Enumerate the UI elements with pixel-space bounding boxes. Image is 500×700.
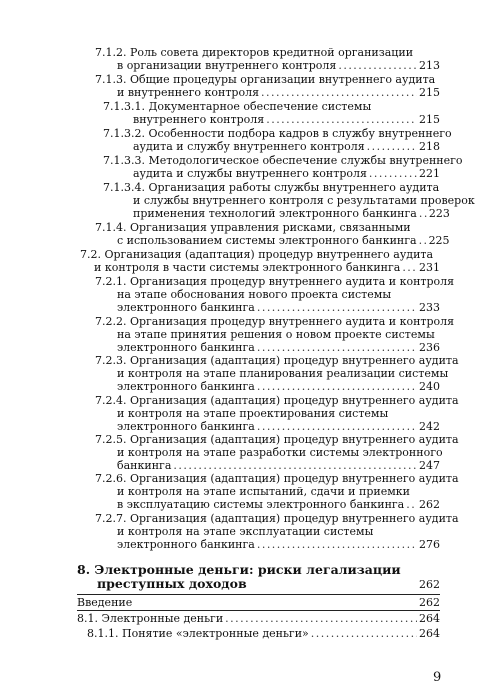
toc-entry-line: и контроля на этапе испытаний, сдачи и приемки — [117, 484, 410, 498]
toc-entry-line: Введение — [77, 596, 133, 609]
toc-page-number: 213 — [419, 58, 440, 72]
toc-entry-line: электронного банкинга — [117, 300, 255, 314]
toc-page-number: 231 — [419, 260, 440, 274]
toc-entry-line: 7.1.3. Общие процедуры организации внутреннего аудита — [95, 73, 436, 86]
toc-entry-introduction — [77, 597, 440, 610]
toc-entry-line: 7.1.2. Роль совета директоров кредитной организации — [95, 46, 414, 59]
leader-dots — [173, 460, 417, 473]
toc-entry-7-1-3-3 — [103, 154, 463, 181]
leader-dots — [419, 208, 427, 221]
toc-entry-line: на этапе принятия решения о новом проекте системы — [117, 327, 435, 341]
toc-page-number: 215 — [419, 112, 440, 126]
toc-entry-line: 7.1.3.3. Методологическое обеспечение службы внутреннего — [103, 154, 463, 167]
toc-entry-line: электронного банкинга — [117, 537, 255, 551]
leader-dots — [406, 499, 417, 512]
leader-dots — [257, 342, 417, 355]
leader-dots — [311, 628, 417, 641]
toc-entry-line: в организации внутреннего контроля — [117, 58, 337, 72]
divider-line — [77, 610, 440, 611]
toc-entry-line: 8.1.1. Понятие «электронные деньги» — [87, 627, 309, 640]
leader-dots — [402, 262, 417, 275]
toc-entry-7-2-4 — [95, 394, 459, 433]
toc-entry-line: 7.2.6. Организация (адаптация) процедур внутреннего аудита — [95, 472, 459, 485]
toc-entry-7-2 — [80, 249, 440, 275]
toc-page-number: 223 — [428, 206, 450, 220]
toc-entry-line: электронного банкинга — [117, 419, 255, 433]
toc-entry-line: и контроля на этапе разработки системы электронного — [117, 445, 443, 459]
page-number: 9 — [433, 670, 442, 685]
toc-page-number: 233 — [419, 300, 440, 314]
toc-entry-line: на этапе обоснования нового проекта системы — [117, 287, 392, 301]
toc-entry-line: 7.2. Организация (адаптация) процедур внутреннего аудита — [80, 248, 434, 261]
leader-dots — [257, 381, 417, 394]
toc-entry-7-2-5 — [95, 433, 459, 472]
toc-page-number: 264 — [419, 612, 440, 625]
toc-entry-line: 7.1.3.2. Особенности подбора кадров в службу внутреннего — [103, 127, 452, 140]
toc-entry-line: 7.2.7. Организация (адаптация) процедур внутреннего аудита — [95, 512, 459, 525]
toc-entry-line: применения технологий электронного банкинга — [133, 206, 417, 220]
toc-page-number: 262 — [419, 578, 440, 591]
section-heading-line: преступных доходов — [97, 576, 247, 591]
toc-entry-line: 7.2.3. Организация (адаптация) процедур внутреннего аудита — [95, 354, 459, 367]
toc-entry-line: электронного банкинга — [117, 379, 255, 393]
toc-page-number: 218 — [419, 139, 440, 153]
toc-page-number: 242 — [419, 419, 440, 433]
toc-entry-7-1-3-1 — [103, 101, 440, 127]
toc-page-number: 262 — [419, 596, 440, 609]
leader-dots — [266, 114, 417, 127]
toc-entry-7-1-2 — [95, 47, 440, 73]
toc-entry-7-2-7 — [95, 512, 459, 551]
toc-entry-7-2-1 — [95, 275, 455, 314]
toc-entry-line: 7.1.4. Организация управления рисками, связанными — [95, 221, 411, 234]
toc-entry-line: 7.2.5. Организация (адаптация) процедур внутреннего аудита — [95, 433, 459, 446]
toc-entry-7-1-4 — [95, 221, 450, 248]
section-heading-8 — [77, 563, 440, 592]
leader-dots — [261, 87, 417, 100]
leader-dots — [257, 539, 417, 552]
toc-entry-line: 7.2.1. Организация процедур внутреннего аудита и контроля — [95, 275, 455, 288]
toc-page-number: 236 — [419, 340, 440, 354]
toc-page-number: 215 — [419, 85, 440, 99]
toc-entry-7-2-3 — [95, 354, 459, 393]
leader-dots — [257, 421, 417, 434]
divider-line — [77, 594, 440, 595]
toc-entry-7-1-3-4 — [103, 181, 475, 220]
toc-entry-7-2-6 — [95, 472, 459, 511]
leader-dots — [225, 613, 417, 626]
toc-page-number: 264 — [419, 627, 440, 640]
toc-page-number: 221 — [419, 166, 440, 180]
toc-entry-line: банкинга — [117, 458, 172, 472]
toc-entry-line: и контроля на этапе проектирования системы — [117, 406, 389, 420]
toc-entry-8-1 — [77, 613, 440, 626]
toc-entry-line: 7.2.4. Организация (адаптация) процедур внутреннего аудита — [95, 394, 459, 407]
toc-entry-7-1-3-2 — [103, 127, 452, 154]
toc-entry-line: в эксплуатацию системы электронного банкинга — [117, 497, 405, 511]
toc-page-number: 262 — [419, 497, 440, 511]
toc-entry-line: с использованием системы электронного банкинга — [117, 233, 417, 247]
toc-entry-line: 7.1.3.4. Организация работы службы внутреннего аудита — [103, 181, 440, 194]
leader-dots — [338, 60, 417, 73]
toc-entry-7-2-2 — [95, 315, 455, 354]
leader-dots — [257, 302, 417, 315]
toc-entry-line: и внутреннего контроля — [117, 85, 260, 99]
toc-entry-8-1-1 — [87, 628, 440, 641]
leader-dots — [367, 141, 417, 154]
leader-dots — [419, 235, 427, 248]
toc-entry-line: аудита и службу внутреннего контроля — [133, 139, 365, 153]
toc-entry-line: 8.1. Электронные деньги — [77, 612, 224, 625]
toc-entry-line: и контроля на этапе планирования реализации системы — [117, 366, 449, 380]
toc-entry-line: и контроля в части системы электронного банкинга — [94, 260, 401, 274]
toc-page-number: 276 — [419, 537, 440, 551]
toc-entry-7-1-3 — [95, 74, 440, 100]
toc-page-number: 225 — [428, 233, 450, 247]
toc-entry-line: внутреннего контроля — [133, 112, 265, 126]
toc-entry-line: и службы внутреннего контроля с результатами проверок — [133, 193, 475, 207]
leader-dots — [369, 168, 417, 181]
toc-entry-line: 7.2.2. Организация процедур внутреннего аудита и контроля — [95, 315, 455, 328]
toc-page-number: 240 — [419, 379, 440, 393]
toc-entry-line: 7.1.3.1. Документарное обеспечение системы — [103, 100, 372, 113]
toc-entry-line: аудита и службы внутреннего контроля — [133, 166, 367, 180]
section-heading-line: 8. Электронные деньги: риски легализации — [77, 562, 401, 577]
toc-page-number: 247 — [419, 458, 440, 472]
toc-entry-line: электронного банкинга — [117, 340, 255, 354]
toc-entry-line: и контроля на этапе эксплуатации системы — [117, 524, 374, 538]
